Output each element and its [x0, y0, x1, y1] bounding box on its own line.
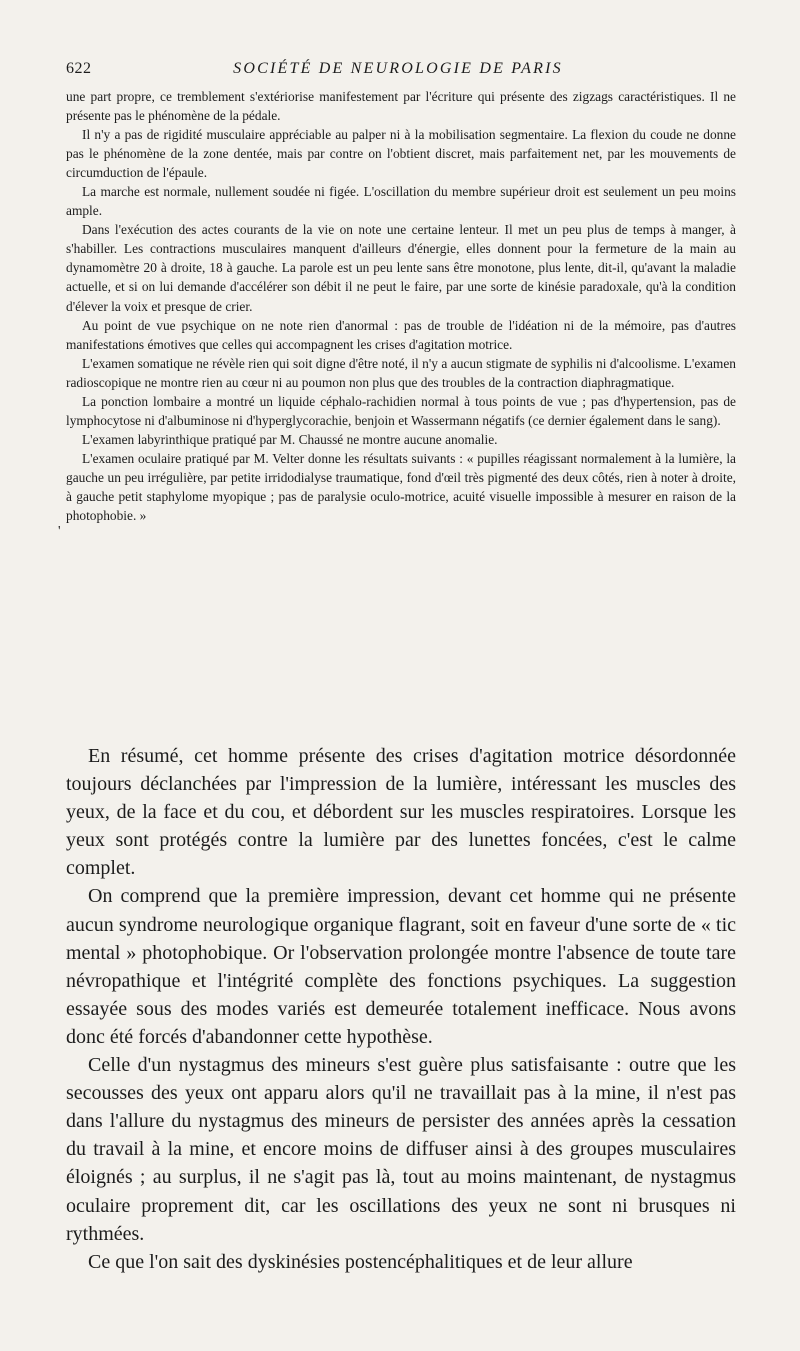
observation-paragraph: La marche est normale, nullement soudée ni figée. L'oscillation du membre supérieur droit est seulement un peu moins ample.: [66, 184, 736, 219]
observation-paragraph: Au point de vue psychique on ne note rien d'anormal : pas de trouble de l'idéation ni de la mémoire, pas d'autres manifestations émotives que celles qui accompagnent les crises d'agitation motrice.: [66, 317, 736, 352]
observation-paragraph: une part propre, ce tremblement s'extériorise manifestement par l'écriture qui présente des zigzags caractéristiques. Il ne présente pas le phénomène de la pédale.: [66, 89, 736, 124]
running-title: SOCIÉTÉ DE NEUROLOGIE DE PARIS: [233, 60, 563, 77]
discussion-paragraph: Celle d'un nystagmus des mineurs s'est guère plus satisfaisante : outre que les secousses des yeux ont apparu alors qu'il ne travaillait pas à la mine, il n'est pas dans l'allure du nystagmus des mineurs de persister des années après la cessation du travail à la mine, et encore moins de diffuser ainsi à des groupes musculaires éloignés ; au surplus, il ne s'agit pas là, tout au moins maintenant, de nystagmus oculaire proprement dit, car les oscillations des yeux ne sont ni brusques ni rythmées.: [66, 1054, 736, 1245]
discussion-paragraph: Ce que l'on sait des dyskinésies postencéphalitiques et de leur allure: [88, 1250, 633, 1273]
discussion-paragraph: En résumé, cet homme présente des crises d'agitation motrice désordonnée toujours déclanchées par l'impression de la lumière, intéressant les muscles des yeux, de la face et du cou, et débordent sur les muscles respiratoires. Lorsque les yeux sont protégés contre la lumière par des lunettes foncées, c'est le calme complet.: [66, 745, 736, 880]
observation-section: [66, 87, 736, 525]
page-number: 622: [66, 60, 92, 77]
observation-paragraph: L'examen oculaire pratiqué par M. Velter donne les résultats suivants : « pupilles réagissant normalement à la lumière, la gauche un peu irrégulière, par petite irridodialyse traumatique, fond d'œil très pigmenté des deux côtés, rien à noter à droite, à gauche petit staphylome myopique ; pas de paralysie oculo-motrice, acuité visuelle impossible à mesurer en raison de la photophobie. »: [66, 450, 736, 524]
observation-paragraph: La ponction lombaire a montré un liquide céphalo-rachidien normal à tous points de vue ; pas d'hypertension, pas de lymphocytose ni d'albuminose ni d'hyperglycorachie, benjoin et Wassermann négatifs (ce dernier également dans le sang).: [66, 393, 736, 428]
observation-paragraph: Il n'y a pas de rigidité musculaire appréciable au palper ni à la mobilisation segmentaire. La flexion du coude ne donne pas le phénomène de la zone dentée, mais par contre on l'obtient discret, mais parfaitement net, par les mouvements de circumduction de l'épaule.: [66, 127, 736, 181]
observation-paragraph: L'examen somatique ne révèle rien qui soit digne d'être noté, il n'y a aucun stigmate de syphilis ni d'alcoolisme. L'examen radioscopique ne montre rien au cœur ni au poumon non plus que des troubles de la contraction diaphragmatique.: [66, 355, 736, 390]
discussion-paragraph: On comprend que la première impression, devant cet homme qui ne présente aucun syndrome neurologique organique flagrant, soit en faveur d'une sorte de « tic mental » photophobique. Or l'observation prolongée montre l'absence de toute tare névropathique et l'intégrité complète des fonctions psychiques. La suggestion essayée sous des modes variés est demeurée totalement inefficace. Nous avons donc été forcés d'abandonner cette hypothèse.: [66, 885, 736, 1048]
page-header: [66, 60, 730, 84]
observation-paragraph: Dans l'exécution des actes courants de la vie on note une certaine lenteur. Il met un peu plus de temps à manger, à s'habiller. Les contractions musculaires manquent d'ailleurs d'énergie, elles donnent pour la fermeture de la main au dynamomètre 20 à droite, 18 à gauche. La parole est un peu lente sans être monotone, plus lente, dit-il, qu'avant la maladie actuelle, et si on lui demande d'accélérer son débit il ne peut le faire, par une sorte de kinésie paradoxale, qu'à la condition d'élever la voix et presque de crier.: [66, 222, 736, 314]
discussion-section: [66, 742, 736, 1276]
observation-paragraph: L'examen labyrinthique pratiqué par M. Chaussé ne montre aucune anomalie.: [82, 431, 498, 447]
margin-mark: ': [58, 524, 61, 539]
